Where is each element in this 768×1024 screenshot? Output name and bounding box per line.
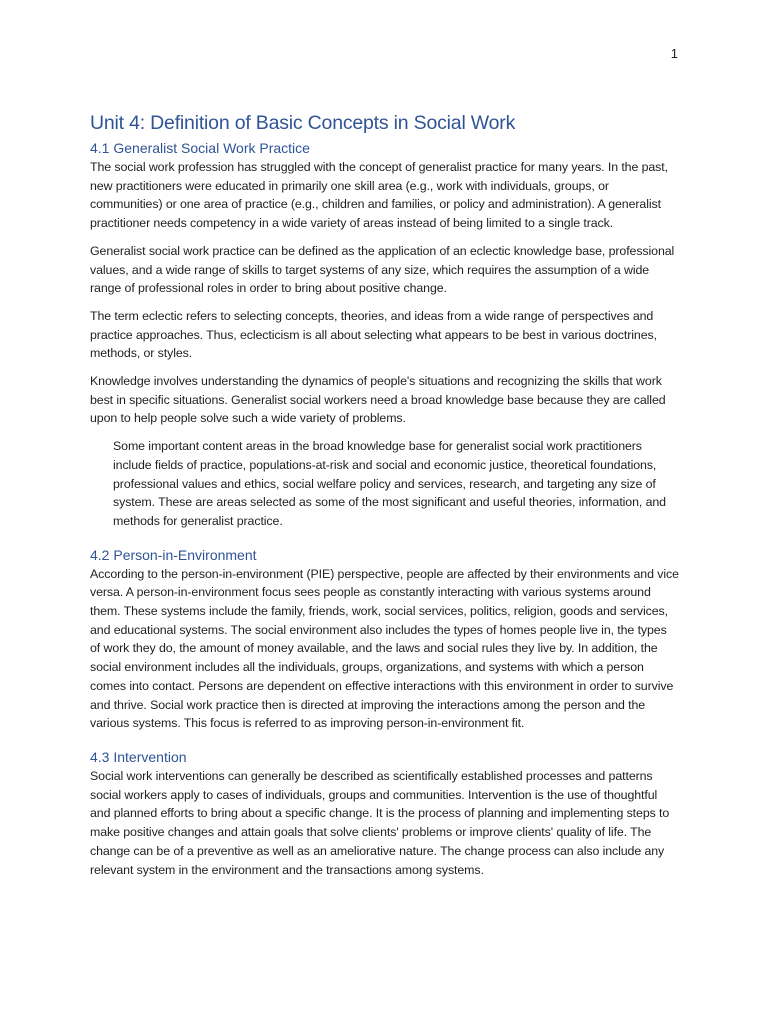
document-body (90, 110, 680, 879)
paragraph: The social work profession has struggled with the concept of generalist practice for many years. In the past, new practitioners were educated in primarily one skill area (e.g., work with individuals, groups, or communities) or one area of practice (e.g., children and families, or policy and administration). A generalist practitioner needs competency in a wide variety of areas instead of being limited to a single track. (90, 160, 668, 231)
page-number: 1 (670, 46, 678, 61)
section-generalist-practice (90, 138, 680, 531)
unit-title: Unit 4: Definition of Basic Concepts in Social Work (90, 112, 516, 134)
section-heading-4-2: 4.2 Person-in-Environment (90, 546, 257, 563)
paragraph: The term eclectic refers to selecting concepts, theories, and ideas from a wide range of perspectives and practice approaches. Thus, eclecticism is all about selecting what appears to be best in various doctrines, methods, or styles. (90, 308, 657, 361)
section-person-in-environment (90, 545, 680, 733)
indented-paragraph: Some important content areas in the broad knowledge base for generalist social work practitioners include fields of practice, populations-at-risk and social and economic justice, theoretical foundations, professional values and ethics, social welfare policy and services, research, and targeting any size of system. These are areas selected as some of the most significant and useful theories, information, and methods for generalist practice. (113, 439, 666, 528)
paragraph: According to the person-in-environment (PIE) perspective, people are affected by their environments and vice versa. A person-in-environment focus sees people as constantly interacting with various systems around them. These systems include the family, friends, work, social services, politics, religion, goods and services, and educational systems. The social environment also includes the types of homes people live in, the types of work they do, the amount of money available, and the laws and social rules they live by. In addition, the social environment includes all the individuals, groups, organizations, and systems with which a person comes into contact. Persons are dependent on effective interactions with this environment in order to survive and thrive. Social work practice then is directed at improving the interactions among the person and the various systems. This focus is referred to as improving person-in-environment fit. (90, 566, 679, 731)
paragraph: Social work interventions can generally be described as scientifically established processes and patterns social workers apply to cases of individuals, groups and communities. Intervention is the use of thoughtful and planned efforts to bring about a specific change. It is the process of planning and implementing steps to make positive changes and attain goals that solve clients' problems or improve clients' quality of life. The change can be of a preventive as well as an ameliorative nature. The change process can also include any relevant system in the environment and the transactions among systems. (90, 768, 670, 877)
section-heading-4-3: 4.3 Intervention (90, 748, 187, 765)
paragraph: Generalist social work practice can be defined as the application of an eclectic knowledge base, professional values, and a wide range of skills to target systems of any size, which requires the assumption of a wide range of professional roles in order to bring about positive change. (90, 243, 675, 296)
section-heading-4-1: 4.1 Generalist Social Work Practice (90, 140, 310, 156)
paragraph: Knowledge involves understanding the dynamics of people's situations and recognizing the skills that work best in specific situations. Generalist social workers need a broad knowledge base because they are called upon to help people solve such a wide variety of problems. (90, 374, 666, 426)
section-intervention (90, 747, 680, 879)
